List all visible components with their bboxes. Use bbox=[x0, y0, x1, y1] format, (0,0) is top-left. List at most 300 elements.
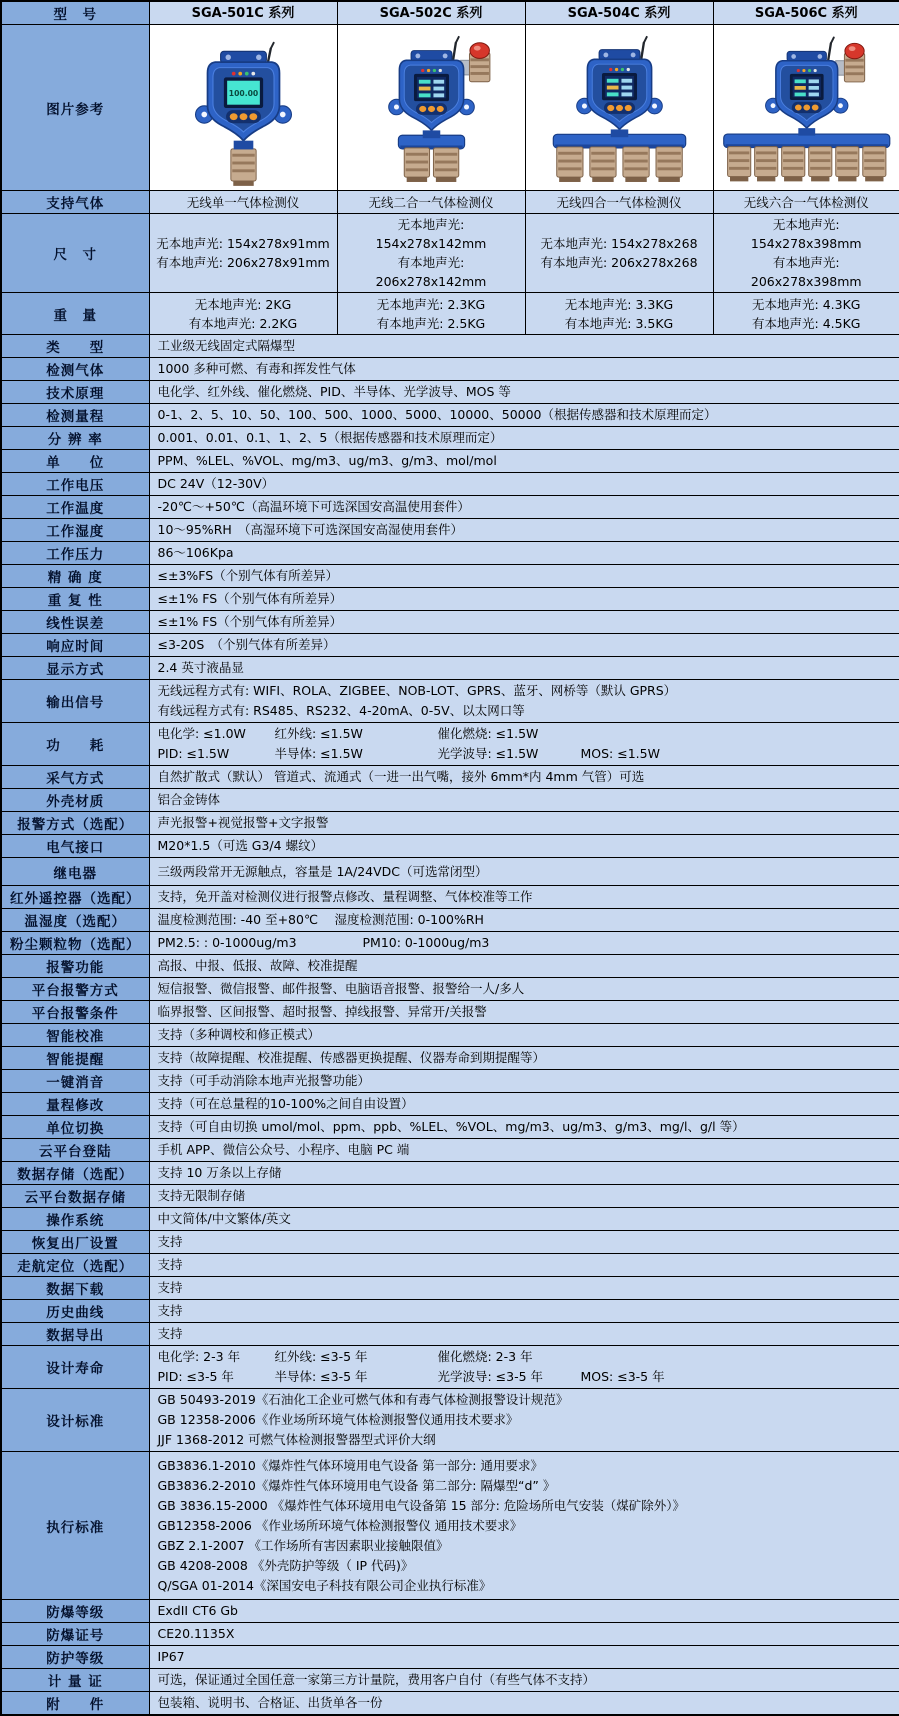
button-icon bbox=[239, 113, 247, 120]
spec-row bbox=[1, 404, 899, 427]
spec-row bbox=[1, 335, 899, 358]
spec-text-line: 支持（多种调校和修正模式） bbox=[157, 1027, 321, 1042]
spec-text-segment: PM10: 0-1000ug/m3 bbox=[362, 935, 490, 950]
spec-text-line: 无本地声光: 2.3KG bbox=[376, 296, 486, 312]
row-label: 分 辨 率 bbox=[1, 427, 149, 450]
spec-text-line: ≤±1% FS（个别气体有所差异） bbox=[157, 591, 343, 606]
row-label: 防爆等级 bbox=[1, 1600, 149, 1623]
spec-row bbox=[1, 886, 899, 909]
status-led bbox=[807, 68, 810, 71]
spec-row bbox=[1, 812, 899, 835]
spec-text-line: JJF 1368-2012 可燃气体检测报警器型式评价大纲 bbox=[157, 1432, 436, 1447]
lcd-reading: 100.00 bbox=[228, 88, 258, 98]
spec-text-line: 可选，保证通过全国任意一家第三方计量院，费用客户自付（有些气体不支持） bbox=[157, 1672, 596, 1687]
spec-text-line: 有本地声光: 206x278x142mm bbox=[375, 255, 487, 289]
row-value bbox=[149, 1116, 899, 1139]
spec-text-line: 支持（故障提醒、校准提醒、传感器更换提醒、仪器寿命到期提醒等） bbox=[157, 1050, 546, 1065]
spec-row bbox=[1, 1116, 899, 1139]
row-label: 图片参考 bbox=[1, 25, 149, 191]
spec-row bbox=[1, 588, 899, 611]
detector-body bbox=[576, 49, 662, 137]
spec-row bbox=[1, 1, 899, 25]
spec-text-line: 有本地声光: 2.5KG bbox=[376, 315, 486, 331]
spec-text-segment: 催化燃烧: 2-3 年 bbox=[437, 1349, 533, 1364]
spec-row bbox=[1, 723, 899, 766]
row-label: 操作系统 bbox=[1, 1208, 149, 1231]
spec-text-line: GB3836.1-2010《爆炸性气体环境用电气设备 第一部分: 通用要求》 bbox=[157, 1457, 543, 1473]
spec-text-line: SGA-504C 系列 bbox=[567, 5, 671, 21]
row-label: 工作压力 bbox=[1, 542, 149, 565]
button-icon bbox=[436, 105, 443, 111]
spec-text-segment: 光学波导: ≤1.5W bbox=[437, 746, 539, 761]
spec-row bbox=[1, 1300, 899, 1323]
spec-text-line: M20*1.5（可选 G3/4 螺纹） bbox=[157, 838, 324, 853]
spec-text-line: 支持（可自由切换 umol/mol、ppm、ppb、%LEL、%VOL、mg/m3、ug/m3、g/m3、mg/l、g/l 等） bbox=[157, 1119, 745, 1134]
spec-text-line: 支持 bbox=[157, 1257, 183, 1272]
spec-text-line: 铝合金铸体 bbox=[157, 792, 221, 807]
spec-row bbox=[1, 1389, 899, 1452]
spec-text-line bbox=[158, 1347, 892, 1367]
row-value bbox=[149, 427, 899, 450]
row-label: 报警功能 bbox=[1, 955, 149, 978]
status-led bbox=[626, 67, 629, 70]
spec-text-line: SGA-506C 系列 bbox=[754, 5, 858, 21]
spec-row bbox=[1, 1323, 899, 1346]
sensor-head-icon bbox=[656, 146, 682, 181]
row-label: 外壳材质 bbox=[1, 789, 149, 812]
spec-text-line: 86～106Kpa bbox=[157, 545, 234, 560]
button-icon bbox=[249, 113, 257, 120]
row-value bbox=[149, 932, 899, 955]
alarm-beacon-icon bbox=[835, 43, 864, 82]
spec-text-segment: MOS: ≤1.5W bbox=[580, 746, 660, 761]
row-value bbox=[149, 1389, 899, 1452]
spec-text-line: 手机 APP、微信公众号、小程序、电脑 PC 端 bbox=[157, 1142, 410, 1157]
spec-row bbox=[1, 1254, 899, 1277]
row-label: 功 耗 bbox=[1, 723, 149, 766]
button-icon bbox=[794, 104, 801, 110]
row-value-cell bbox=[713, 293, 899, 335]
button-icon bbox=[229, 113, 237, 120]
spec-text-line: 包装箱、说明书、合格证、出货单各一份 bbox=[157, 1695, 383, 1710]
row-value bbox=[149, 1001, 899, 1024]
row-label: 类 型 bbox=[1, 335, 149, 358]
spec-text-line: 中文简体/中文繁体/英文 bbox=[157, 1211, 291, 1226]
button-icon bbox=[811, 104, 818, 110]
row-value-cell bbox=[337, 293, 525, 335]
spec-text-line bbox=[158, 933, 892, 953]
row-value-cell bbox=[525, 293, 713, 335]
status-led bbox=[238, 71, 242, 75]
row-label: 云平台登陆 bbox=[1, 1139, 149, 1162]
spec-row bbox=[1, 1001, 899, 1024]
row-value bbox=[149, 335, 899, 358]
status-led bbox=[231, 71, 235, 75]
row-value bbox=[149, 519, 899, 542]
row-value bbox=[149, 1231, 899, 1254]
row-value-cell bbox=[525, 191, 713, 214]
row-label: 平台报警条件 bbox=[1, 1001, 149, 1024]
product-image-cell bbox=[149, 25, 337, 191]
spec-row bbox=[1, 214, 899, 293]
row-label: 执行标准 bbox=[1, 1452, 149, 1600]
spec-row bbox=[1, 1024, 899, 1047]
row-label: 重 量 bbox=[1, 293, 149, 335]
row-label: 量程修改 bbox=[1, 1093, 149, 1116]
spec-text-line: IP67 bbox=[157, 1649, 185, 1664]
spec-row bbox=[1, 634, 899, 657]
row-label: 粉尘颗粒物（选配） bbox=[1, 932, 149, 955]
row-label: 温湿度（选配） bbox=[1, 909, 149, 932]
spec-text-line: 自然扩散式（默认） 管道式、流通式（一进一出气嘴，接外 6mm*内 4mm 气管）可选 bbox=[157, 769, 645, 784]
spec-text-line: 有本地声光: 206x278x91mm bbox=[156, 255, 330, 270]
spec-row bbox=[1, 25, 899, 191]
spec-row bbox=[1, 1208, 899, 1231]
spec-row bbox=[1, 680, 899, 723]
row-label: 平台报警方式 bbox=[1, 978, 149, 1001]
row-value bbox=[149, 789, 899, 812]
row-label: 输出信号 bbox=[1, 680, 149, 723]
spec-row bbox=[1, 191, 899, 214]
spec-text-line: GBZ 2.1-2007 《工作场所有害因素职业接触限值》 bbox=[157, 1537, 449, 1553]
spec-text-line: 高报、中报、低报、故障、校准提醒 bbox=[157, 958, 358, 973]
row-value-cell bbox=[713, 191, 899, 214]
sensor-head-icon bbox=[589, 146, 615, 181]
spec-row bbox=[1, 381, 899, 404]
row-value bbox=[149, 1093, 899, 1116]
spec-text-line: 支持，免开盖对检测仪进行报警点修改、量程调整、气体校准等工作 bbox=[157, 889, 533, 904]
gas-detector-illustration bbox=[716, 30, 898, 186]
spec-row bbox=[1, 473, 899, 496]
row-label: 线性误差 bbox=[1, 611, 149, 634]
spec-text-line: PPM、%LEL、%VOL、mg/m3、ug/m3、g/m3、mol/mol bbox=[157, 453, 497, 468]
row-label: 尺 寸 bbox=[1, 214, 149, 293]
spec-text-line: CE20.1135X bbox=[157, 1626, 235, 1641]
spec-text-segment: 光学波导: ≤3-5 年 bbox=[437, 1369, 544, 1384]
row-value bbox=[149, 1139, 899, 1162]
spec-text-line bbox=[158, 1367, 892, 1387]
spec-row bbox=[1, 1047, 899, 1070]
spec-text-line: 有本地声光: 206x278x268 bbox=[540, 255, 698, 270]
spec-row bbox=[1, 1346, 899, 1389]
spec-text-line: 工业级无线固定式隔爆型 bbox=[157, 338, 296, 353]
row-value bbox=[149, 634, 899, 657]
row-label: 防护等级 bbox=[1, 1646, 149, 1669]
button-icon bbox=[607, 104, 614, 110]
sensor-head-icon bbox=[862, 146, 885, 181]
row-value bbox=[149, 835, 899, 858]
spec-text-line: 支持 10 万条以上存储 bbox=[157, 1165, 282, 1180]
spec-text-segment: PID: ≤1.5W bbox=[157, 746, 230, 761]
spec-text-line: DC 24V（12-30V） bbox=[157, 476, 275, 491]
spec-text-line: 有线远程方式有: RS485、RS232、4-20mA、0-5V、以太网口等 bbox=[157, 703, 525, 718]
spec-text-line: 无线单一气体检测仪 bbox=[186, 194, 300, 210]
row-value bbox=[149, 657, 899, 680]
spec-text-line bbox=[158, 744, 892, 764]
spec-text-line: Q/SGA 01-2014《深国安电子科技有限公司企业执行标准》 bbox=[157, 1577, 492, 1593]
row-value bbox=[149, 1452, 899, 1600]
row-value bbox=[149, 1185, 899, 1208]
row-label: 设计标准 bbox=[1, 1389, 149, 1452]
spec-text-segment: PID: ≤3-5 年 bbox=[157, 1369, 234, 1384]
row-value-cell bbox=[525, 214, 713, 293]
spec-text-line: -20℃～+50℃（高温环境下可选深国安高温使用套件） bbox=[157, 499, 470, 514]
status-led bbox=[796, 68, 799, 71]
row-label: 恢复出厂设置 bbox=[1, 1231, 149, 1254]
row-value-cell bbox=[149, 214, 337, 293]
sensor-head-icon bbox=[835, 146, 858, 181]
row-value bbox=[149, 858, 899, 886]
spec-row bbox=[1, 1600, 899, 1623]
status-led bbox=[620, 67, 623, 70]
row-label: 型 号 bbox=[1, 1, 149, 25]
alarm-beacon-icon bbox=[460, 42, 489, 81]
product-image-cell bbox=[713, 25, 899, 191]
row-label: 电气接口 bbox=[1, 835, 149, 858]
status-led bbox=[426, 68, 429, 71]
spec-row bbox=[1, 909, 899, 932]
spec-text-segment: MOS: ≤3-5 年 bbox=[580, 1369, 665, 1384]
spec-text-line: 有本地声光: 2.2KG bbox=[188, 315, 298, 331]
row-label: 智能提醒 bbox=[1, 1047, 149, 1070]
row-label: 检测气体 bbox=[1, 358, 149, 381]
row-label: 一键消音 bbox=[1, 1070, 149, 1093]
row-value-cell bbox=[713, 214, 899, 293]
row-label: 走航定位（选配） bbox=[1, 1254, 149, 1277]
row-value bbox=[149, 611, 899, 634]
spec-row bbox=[1, 858, 899, 886]
sensor-head-icon bbox=[781, 146, 804, 181]
spec-row bbox=[1, 978, 899, 1001]
spec-text-line: 无本地声光: 154x278x268 bbox=[540, 236, 698, 251]
spec-text-line: 电化学、红外线、催化燃烧、PID、半导体、光学波导、MOS 等 bbox=[157, 384, 511, 399]
spec-text-segment: PM2.5: : 0-1000ug/m3 bbox=[157, 935, 297, 950]
row-label: 工作电压 bbox=[1, 473, 149, 496]
manifold-bar bbox=[723, 134, 889, 148]
row-value bbox=[149, 766, 899, 789]
spec-text-line: 支持 bbox=[157, 1234, 183, 1249]
row-value bbox=[149, 1070, 899, 1093]
row-label: 显示方式 bbox=[1, 657, 149, 680]
model-header-cell bbox=[337, 1, 525, 25]
spec-text-line: ≤3-20S （个别气体有所差异） bbox=[157, 637, 336, 652]
spec-text-segment: 红外线: ≤3-5 年 bbox=[274, 1349, 368, 1364]
spec-row bbox=[1, 427, 899, 450]
sensor-head-icon bbox=[433, 147, 458, 181]
row-label: 工作温度 bbox=[1, 496, 149, 519]
spec-row bbox=[1, 1070, 899, 1093]
row-value bbox=[149, 1024, 899, 1047]
spec-row bbox=[1, 496, 899, 519]
spec-text-line: 支持（可手动消除本地声光报警功能） bbox=[157, 1073, 371, 1088]
row-label: 采气方式 bbox=[1, 766, 149, 789]
gas-detector-illustration bbox=[528, 30, 711, 186]
row-value-cell bbox=[149, 191, 337, 214]
spec-text-line: 无本地声光: 154x278x398mm bbox=[750, 217, 862, 251]
spec-text-line: 无本地声光: 154x278x91mm bbox=[156, 236, 330, 251]
row-label: 云平台数据存储 bbox=[1, 1185, 149, 1208]
spec-text-line: ≤±1% FS（个别气体有所差异） bbox=[157, 614, 343, 629]
detector-body bbox=[765, 51, 847, 135]
spec-row bbox=[1, 519, 899, 542]
row-value bbox=[149, 496, 899, 519]
gas-detector-illustration bbox=[340, 30, 523, 186]
spec-text-line: 10～95%RH （高湿环境下可选深国安高湿使用套件） bbox=[157, 522, 464, 537]
spec-text-line: 温度检测范围: -40 至+80℃ 湿度检测范围: 0-100%RH bbox=[157, 912, 484, 927]
spec-text-line: 有本地声光: 4.5KG bbox=[752, 315, 861, 331]
detector-body bbox=[388, 50, 474, 138]
row-value bbox=[149, 886, 899, 909]
row-value-cell bbox=[149, 293, 337, 335]
spec-text-line: 有本地声光: 3.5KG bbox=[564, 315, 674, 331]
spec-row bbox=[1, 657, 899, 680]
spec-row bbox=[1, 1162, 899, 1185]
spec-text-line: 三级两段常开无源触点，容量是 1A/24VDC（可选常闭型） bbox=[157, 863, 488, 879]
row-label: 检测量程 bbox=[1, 404, 149, 427]
product-image-sga-501c bbox=[152, 28, 335, 188]
spec-text-segment: 半导体: ≤3-5 年 bbox=[274, 1369, 368, 1384]
spec-text-line: GB 12358-2006《作业场所环境气体检测报警仪通用技术要求》 bbox=[157, 1412, 519, 1427]
model-header-cell bbox=[525, 1, 713, 25]
spec-text-line: 无线四合一气体检测仪 bbox=[556, 194, 682, 210]
row-label: 历史曲线 bbox=[1, 1300, 149, 1323]
row-label: 数据存储（选配） bbox=[1, 1162, 149, 1185]
row-label: 红外遥控器（选配） bbox=[1, 886, 149, 909]
row-label: 继电器 bbox=[1, 858, 149, 886]
sensor-head-icon bbox=[727, 146, 750, 181]
spec-text-line: GB12358-2006 《作业场所环境气体检测报警仪 通用技术要求》 bbox=[157, 1517, 523, 1533]
status-led bbox=[609, 67, 612, 70]
row-value bbox=[149, 909, 899, 932]
row-value bbox=[149, 1162, 899, 1185]
spec-text-line: 无本地声光: 154x278x142mm bbox=[375, 217, 487, 251]
spec-row bbox=[1, 358, 899, 381]
row-value bbox=[149, 404, 899, 427]
row-value bbox=[149, 1646, 899, 1669]
row-value bbox=[149, 680, 899, 723]
button-icon bbox=[419, 105, 426, 111]
row-value bbox=[149, 450, 899, 473]
spec-text-segment: 催化燃烧: ≤1.5W bbox=[437, 726, 539, 741]
spec-row bbox=[1, 1646, 899, 1669]
row-value bbox=[149, 1346, 899, 1389]
spec-row bbox=[1, 955, 899, 978]
spec-text-line: 无本地声光: 2KG bbox=[194, 296, 292, 312]
spec-text-line: 有本地声光: 206x278x398mm bbox=[750, 255, 862, 289]
spec-text-line: GB 4208-2008 《外壳防护等级（ IP 代码)》 bbox=[157, 1557, 414, 1573]
row-label: 附 件 bbox=[1, 1692, 149, 1716]
row-value bbox=[149, 1600, 899, 1623]
model-header-cell bbox=[713, 1, 899, 25]
gas-detector-illustration bbox=[152, 30, 335, 186]
spec-row bbox=[1, 565, 899, 588]
row-value bbox=[149, 1254, 899, 1277]
spec-text-line: 无本地声光: 3.3KG bbox=[564, 296, 674, 312]
product-image-sga-504c bbox=[528, 28, 711, 188]
spec-row bbox=[1, 1623, 899, 1646]
button-icon bbox=[803, 104, 810, 110]
spec-text-line: 无线远程方式有: WIFI、ROLA、ZIGBEE、NOB-LOT、GPRS、蓝牙、网桥等（默认 GPRS） bbox=[157, 683, 677, 698]
spec-row bbox=[1, 1231, 899, 1254]
status-led bbox=[614, 67, 617, 70]
row-label: 精 确 度 bbox=[1, 565, 149, 588]
button-icon bbox=[427, 105, 434, 111]
spec-text-line: 临界报警、区间报警、超时报警、掉线报警、异常开/关报警 bbox=[157, 1004, 487, 1019]
spec-row bbox=[1, 932, 899, 955]
row-value bbox=[149, 1623, 899, 1646]
spec-text-segment: 电化学: ≤1.0W bbox=[157, 726, 246, 741]
spec-text-line bbox=[158, 724, 892, 744]
status-led bbox=[251, 71, 255, 75]
row-value bbox=[149, 1300, 899, 1323]
spec-text-line: 支持（可在总量程的10-100%之间自由设置） bbox=[157, 1096, 414, 1111]
product-image-cell bbox=[337, 25, 525, 191]
spec-text-line: 支持 bbox=[157, 1280, 183, 1295]
spec-text-line: ExdII CT6 Gb bbox=[157, 1603, 238, 1618]
row-label: 智能校准 bbox=[1, 1024, 149, 1047]
spec-row bbox=[1, 766, 899, 789]
spec-text-line: GB 50493-2019《石油化工企业可燃气体和有毒气体检测报警设计规范》 bbox=[157, 1392, 569, 1407]
row-value bbox=[149, 565, 899, 588]
product-image-cell bbox=[525, 25, 713, 191]
row-label: 设计寿命 bbox=[1, 1346, 149, 1389]
row-value bbox=[149, 723, 899, 766]
spec-row bbox=[1, 542, 899, 565]
row-value bbox=[149, 1208, 899, 1231]
spec-row bbox=[1, 293, 899, 335]
spec-text-segment: 电化学: 2-3 年 bbox=[157, 1349, 241, 1364]
spec-text-line: 1000 多种可燃、有毒和挥发性气体 bbox=[157, 361, 356, 376]
product-image-sga-506c bbox=[716, 28, 898, 188]
model-header-cell bbox=[149, 1, 337, 25]
row-value bbox=[149, 978, 899, 1001]
spec-row bbox=[1, 789, 899, 812]
row-value-cell bbox=[337, 191, 525, 214]
row-label: 数据导出 bbox=[1, 1323, 149, 1346]
spec-text-line: SGA-502C 系列 bbox=[379, 5, 483, 21]
row-value-cell bbox=[337, 214, 525, 293]
spec-text-segment: 红外线: ≤1.5W bbox=[274, 726, 363, 741]
row-value bbox=[149, 1692, 899, 1716]
status-led bbox=[244, 71, 248, 75]
spec-text-line: 支持无限制存储 bbox=[157, 1188, 246, 1203]
status-led bbox=[438, 68, 441, 71]
row-label: 技术原理 bbox=[1, 381, 149, 404]
spec-text-line: GB 3836.15-2000 《爆炸性气体环境用电气设备第 15 部分: 危险场所电气安装（煤矿除外）》 bbox=[157, 1497, 686, 1513]
spec-text-segment: 半导体: ≤1.5W bbox=[274, 746, 363, 761]
spec-row bbox=[1, 1185, 899, 1208]
button-icon bbox=[624, 104, 631, 110]
row-label: 支持气体 bbox=[1, 191, 149, 214]
sensor-head-icon bbox=[404, 147, 429, 181]
row-label: 单 位 bbox=[1, 450, 149, 473]
row-value bbox=[149, 381, 899, 404]
row-label: 响应时间 bbox=[1, 634, 149, 657]
row-value bbox=[149, 542, 899, 565]
row-value bbox=[149, 1277, 899, 1300]
spec-row bbox=[1, 1139, 899, 1162]
spec-text-line: SGA-501C 系列 bbox=[191, 5, 295, 21]
row-value bbox=[149, 588, 899, 611]
spec-row bbox=[1, 835, 899, 858]
spec-text-line: 支持 bbox=[157, 1326, 183, 1341]
row-value bbox=[149, 473, 899, 496]
spec-row bbox=[1, 611, 899, 634]
spec-text-line: 支持 bbox=[157, 1303, 183, 1318]
spec-row bbox=[1, 1093, 899, 1116]
sensor-head-icon bbox=[622, 146, 648, 181]
status-led bbox=[432, 68, 435, 71]
